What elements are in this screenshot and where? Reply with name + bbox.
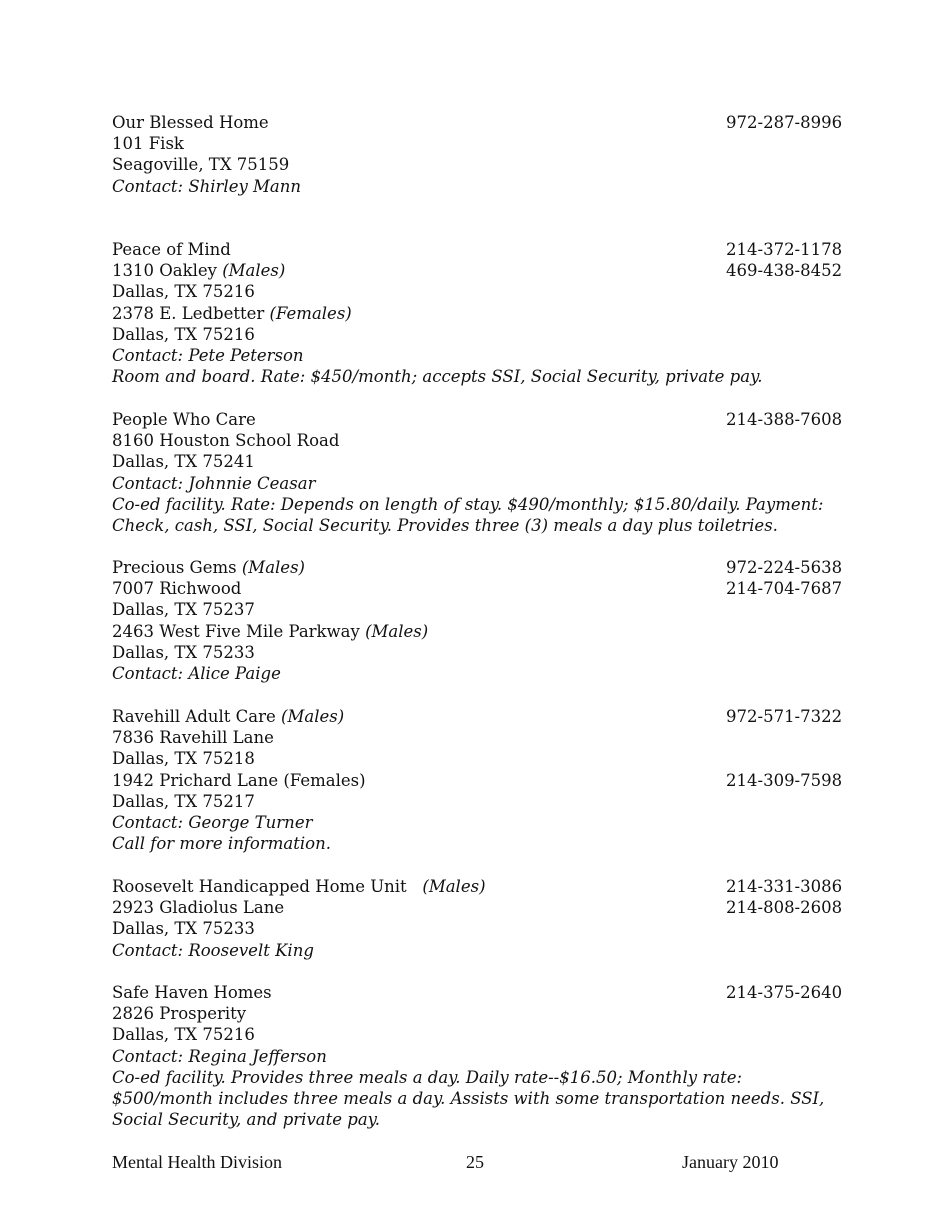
address-city: Dallas, TX 75237 <box>112 600 255 620</box>
address-city: Dallas, TX 75218 <box>112 749 255 769</box>
address-gender-tag: (Females) <box>269 303 352 323</box>
listing-roosevelt-handicapped-home-unit <box>112 876 843 961</box>
listing-contact: Contact: Roosevelt King <box>112 940 314 960</box>
listing-gender-tag: (Males) <box>422 877 486 896</box>
listing-phone: 972-224-5638 <box>726 558 843 577</box>
address-street: 8160 Houston School Road <box>112 431 340 451</box>
address-city: Dallas, TX 75241 <box>112 452 255 472</box>
listing-note: Call for more information. <box>112 834 331 854</box>
listing-phone: 214-331-3086 <box>726 877 843 896</box>
listing-contact: Contact: Johnnie Ceasar <box>112 473 316 493</box>
address-street: 7836 Ravehill Lane <box>112 728 274 748</box>
address-gender-tag: (Males) <box>222 261 286 281</box>
listing-phone-secondary: 214-704-7687 <box>726 579 843 599</box>
listing-phone: 214-372-1178 <box>726 240 843 259</box>
listing-note: Co-ed facility. Provides three meals a day. Daily rate--$16.50; Monthly rate: $500/month includes three meals a day. Assists with some transportation needs. SSI, Social Security, and private pay. <box>112 1067 825 1130</box>
listing-phone-secondary: 469-438-8452 <box>726 261 843 281</box>
listing-people-who-care <box>112 409 843 536</box>
address-city: Dallas, TX 75216 <box>112 1025 255 1045</box>
address-street: 2463 West Five Mile Parkway <box>112 621 366 641</box>
address-gender-tag: (Males) <box>365 621 429 641</box>
listing-peace-of-mind <box>112 239 843 387</box>
address-street: 7007 Richwood <box>112 579 242 599</box>
address-street: 1310 Oakley <box>112 261 223 281</box>
listing-safe-haven-homes <box>112 982 843 1130</box>
listing-contact: Contact: Pete Peterson <box>112 345 304 365</box>
listing-phone-secondary: 214-808-2608 <box>726 898 843 918</box>
listing-name: Safe Haven Homes <box>112 983 272 1002</box>
listing-name: Our Blessed Home <box>112 113 269 132</box>
listing-name: Roosevelt Handicapped Home Unit <box>112 877 423 896</box>
listing-phone-secondary: 214-309-7598 <box>726 770 843 790</box>
address-city: Dallas, TX 75233 <box>112 642 255 662</box>
listing-contact: Contact: George Turner <box>112 812 313 832</box>
address-city: Dallas, TX 75216 <box>112 324 255 344</box>
listing-name: Peace of Mind <box>112 240 231 259</box>
listing-name: People Who Care <box>112 410 256 429</box>
listing-contact: Contact: Shirley Mann <box>112 176 302 196</box>
listing-ravehill-adult-care <box>112 706 843 854</box>
listing-gender-tag: (Males) <box>241 558 305 577</box>
address-street: 1942 Prichard Lane (Females) <box>112 770 366 790</box>
listing-phone: 972-571-7322 <box>726 707 843 726</box>
address-city: Seagoville, TX 75159 <box>112 155 290 175</box>
address-street: 2378 E. Ledbetter <box>112 303 270 323</box>
listing-precious-gems <box>112 557 843 684</box>
footer-page-number: 25 <box>466 1152 484 1172</box>
listing-gender-tag: (Males) <box>281 707 345 726</box>
listing-our-blessed-home <box>112 112 843 197</box>
listing-phone: 972-287-8996 <box>726 113 843 132</box>
address-city: Dallas, TX 75233 <box>112 919 255 939</box>
address-street: 101 Fisk <box>112 134 184 154</box>
listing-contact: Contact: Regina Jefferson <box>112 1046 327 1066</box>
listing-contact: Contact: Alice Paige <box>112 663 281 683</box>
listing-name: Ravehill Adult Care <box>112 707 282 726</box>
address-street: 2923 Gladiolus Lane <box>112 898 285 918</box>
listing-note: Room and board. Rate: $450/month; accepts SSI, Social Security, private pay. <box>112 367 763 387</box>
footer-date: January 2010 <box>682 1152 779 1172</box>
listing-phone: 214-375-2640 <box>726 983 843 1002</box>
address-street: 2826 Prosperity <box>112 1004 247 1024</box>
listing-name: Precious Gems <box>112 558 242 577</box>
listing-phone: 214-388-7608 <box>726 410 843 429</box>
listing-note: Co-ed facility. Rate: Depends on length of stay. $490/monthly; $15.80/daily. Payment: Check, cash, SSI, Social Security. Provides three (3) meals a day plus toiletries. <box>112 494 824 535</box>
page-footer <box>0 1152 950 1174</box>
address-city: Dallas, TX 75216 <box>112 282 255 302</box>
address-city: Dallas, TX 75217 <box>112 791 255 811</box>
footer-division: Mental Health Division <box>112 1152 282 1172</box>
